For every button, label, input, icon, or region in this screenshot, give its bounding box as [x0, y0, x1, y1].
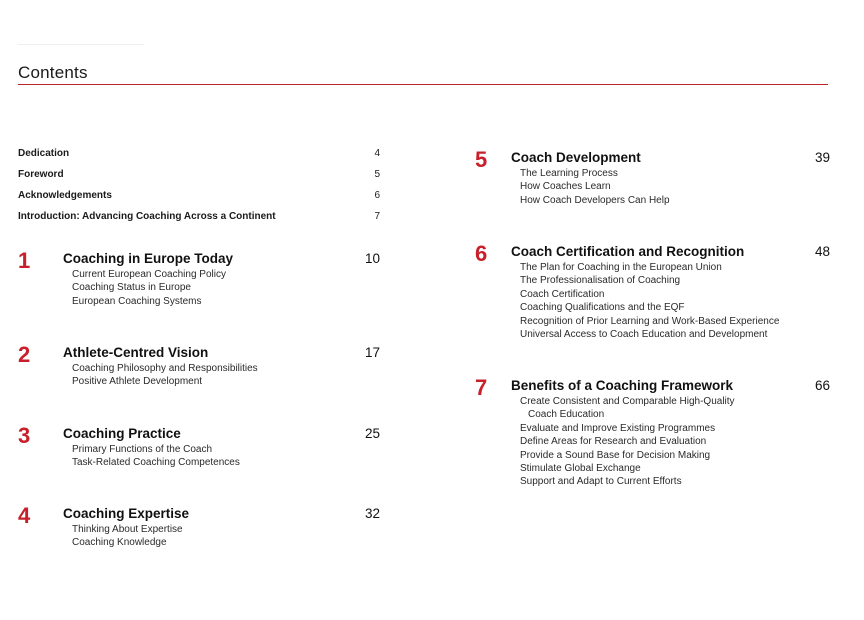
section-item[interactable]: Recognition of Prior Learning and Work-Based Experience [520, 315, 780, 327]
chapter-4 [18, 503, 380, 550]
entry-label: Introduction: Advancing Coaching Across a Continent [18, 211, 276, 222]
section-item[interactable]: Coach Certification [520, 288, 605, 300]
section-item[interactable]: Positive Athlete Development [72, 376, 203, 388]
chapter-number: 5 [475, 147, 488, 172]
section-item[interactable]: Stimulate Global Exchange [520, 463, 641, 475]
entry-page: 6 [374, 190, 380, 201]
section-item-continuation[interactable] [520, 408, 830, 421]
chapter-number: 2 [18, 342, 31, 367]
chapter-heading[interactable] [18, 506, 380, 521]
section-item[interactable]: The Plan for Coaching in the European Union [520, 262, 722, 273]
entry-page: 4 [374, 148, 380, 159]
chapter-title: Coaching in Europe Today [63, 251, 234, 266]
chapter-title: Coaching Practice [63, 426, 181, 441]
section-item[interactable]: The Professionalisation of Coaching [520, 275, 681, 287]
entry-label: Dedication [18, 148, 70, 159]
chapter-page: 25 [364, 426, 380, 441]
section-item[interactable]: Provide a Sound Base for Decision Making [520, 449, 711, 461]
chapter-heading[interactable] [475, 378, 830, 393]
section-item[interactable]: Evaluate and Improve Existing Programmes [520, 422, 716, 434]
section-item[interactable]: European Coaching Systems [72, 295, 202, 307]
section-item[interactable]: Primary Functions of the Coach [72, 444, 213, 455]
chapter-title: Coach Certification and Recognition [511, 244, 745, 259]
entry-page: 7 [374, 211, 380, 222]
chapter-page: 39 [814, 150, 830, 165]
chapter-page: 48 [814, 244, 830, 259]
section-item[interactable]: Thinking About Expertise [72, 524, 183, 535]
section-list [475, 167, 830, 207]
entry-label: Acknowledgements [18, 190, 112, 201]
chapter-heading[interactable] [18, 345, 380, 360]
section-list [18, 268, 380, 308]
chapter-title: Benefits of a Coaching Framework [511, 378, 734, 393]
chapter-number: 4 [18, 503, 31, 528]
toc-entry-foreword[interactable] [18, 169, 380, 190]
chapter-heading[interactable] [18, 426, 380, 441]
chapter-page: 32 [364, 506, 380, 521]
chapter-5 [475, 147, 830, 207]
section-list [18, 443, 380, 470]
toc-entry-dedication[interactable] [18, 148, 380, 169]
section-item[interactable]: Coaching Philosophy and Responsibilities [72, 363, 258, 374]
chapter-7 [475, 375, 830, 489]
chapter-page: 66 [814, 378, 830, 393]
chapter-title: Coaching Expertise [63, 506, 190, 521]
chapter-6 [475, 241, 830, 341]
section-item[interactable]: Coaching Status in Europe [72, 282, 191, 294]
chapter-heading[interactable] [475, 244, 830, 259]
title-divider [18, 84, 828, 85]
section-item[interactable]: Universal Access to Coach Education and Development [520, 329, 768, 341]
section-item[interactable]: How Coach Developers Can Help [520, 194, 670, 206]
section-item[interactable]: Create Consistent and Comparable High-Quality [520, 396, 735, 407]
chapter-1 [18, 248, 380, 308]
section-list [18, 523, 380, 550]
section-continuation-text: Coach Education [528, 409, 605, 421]
section-item[interactable]: Define Areas for Research and Evaluation [520, 436, 707, 448]
section-list [475, 261, 830, 341]
entry-label: Foreword [18, 169, 64, 180]
chapter-heading[interactable] [18, 251, 380, 266]
chapter-2 [18, 342, 380, 389]
chapter-page: 17 [364, 345, 380, 360]
chapter-number: 6 [475, 241, 488, 266]
section-item[interactable]: Task-Related Coaching Competences [72, 457, 240, 469]
top-decorative-rule [18, 44, 144, 45]
section-item[interactable]: Coaching Knowledge [72, 537, 167, 549]
chapter-heading[interactable] [475, 150, 830, 165]
section-item[interactable]: The Learning Process [520, 168, 618, 179]
front-matter-list [18, 148, 380, 232]
chapter-number: 7 [475, 375, 488, 400]
chapter-number: 1 [18, 248, 31, 273]
chapter-title: Athlete-Centred Vision [63, 345, 209, 360]
section-list [18, 362, 380, 389]
section-item[interactable]: Current European Coaching Policy [72, 269, 226, 280]
entry-page: 5 [374, 169, 380, 180]
section-list [475, 395, 830, 489]
left-column [18, 148, 380, 549]
toc-entry-acknowledgements[interactable] [18, 190, 380, 211]
chapter-number: 3 [18, 423, 31, 448]
section-item[interactable]: Support and Adapt to Current Efforts [520, 476, 682, 488]
chapter-title: Coach Development [511, 150, 641, 165]
toc-entry-introduction[interactable] [18, 211, 380, 232]
section-item[interactable]: Coaching Qualifications and the EQF [520, 302, 685, 314]
page-title: Contents [18, 63, 88, 82]
chapter-page: 10 [364, 251, 380, 266]
chapter-3 [18, 423, 380, 470]
section-item[interactable]: How Coaches Learn [520, 181, 611, 193]
